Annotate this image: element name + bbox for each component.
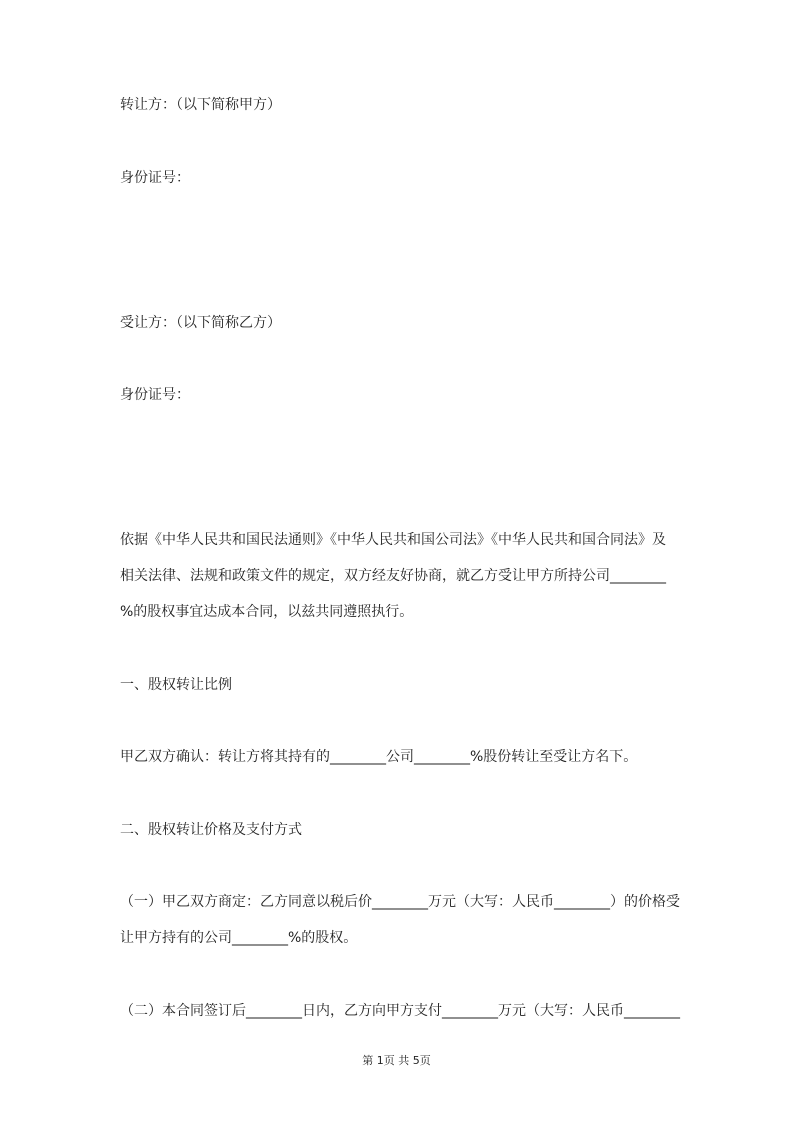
- preamble-line-1: 依据《中华人民共和国民法通则》《中华人民共和国公司法》《中华人民共和国合同法》及: [120, 532, 666, 548]
- transferee-label: 受让方：（以下简称乙方）: [120, 315, 281, 331]
- transferee-id-label: 身份证号：: [120, 387, 190, 403]
- section-1-body: 甲乙双方确认：转让方将其持有的________公司________%股份转让至受让方名下。: [120, 749, 638, 765]
- preamble-line-3: %的股权事宜达成本合同，以兹共同遵照执行。: [120, 604, 414, 620]
- section-2-clause-1-line-1: （一）甲乙双方商定：乙方同意以税后价________万元（大写：人民币________）的价格受: [120, 894, 680, 910]
- transferor-id-label: 身份证号：: [120, 170, 190, 186]
- page-footer: 第 1页 共 5页: [362, 1054, 431, 1067]
- transferor-label: 转让方：（以下简称甲方）: [120, 97, 281, 113]
- section-2-clause-1-line-2: 让甲方持有的公司________%的股权。: [120, 930, 358, 946]
- section-2-clause-2-line-1: （二）本合同签订后________日内，乙方向甲方支付________万元（大写：人民币________: [120, 1003, 680, 1019]
- preamble-line-2: 相关法律、法规和政策文件的规定，双方经友好协商，就乙方受让甲方所持公司________: [120, 568, 666, 584]
- section-1-heading: 一、股权转让比例: [120, 677, 232, 693]
- section-2-heading: 二、股权转让价格及支付方式: [120, 822, 302, 838]
